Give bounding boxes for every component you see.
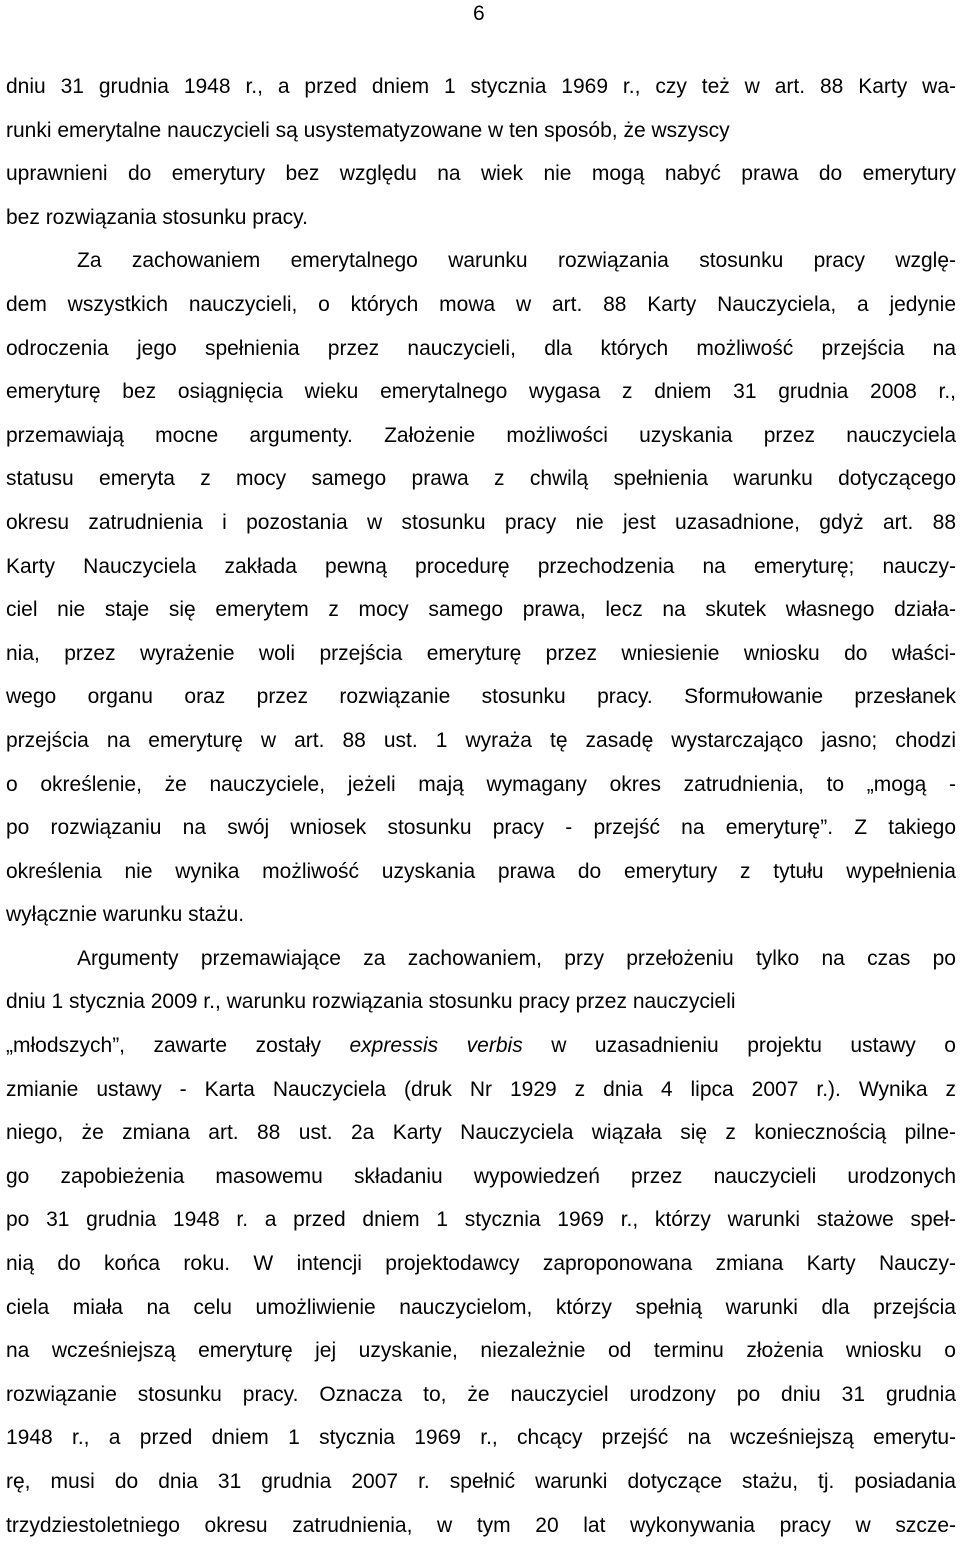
text-line: dniu 31 grudnia 1948 r., a przed dniem 1 stycznia 1969 r., czy też w art. 88 Karty wa- [6,75,956,98]
text-line: trzydziestoletniego okresu zatrudnienia, w tym 20 lat wykonywania pracy w szcze- [6,1513,956,1537]
text-line: go zapobieżenia masowemu składaniu wypowiedzeń przez nauczycieli urodzonych [6,1164,956,1188]
text-line: statusu emeryta z mocy samego prawa z chwilą spełnienia warunku dotyczącego [6,467,956,491]
document-body [6,65,956,1547]
text-line: na wcześniejszą emeryturę jej uzyskanie, niezależnie od terminu złożenia wniosku o [6,1339,956,1363]
text-line: uprawnieni do emerytury bez względu na wiek nie mogą nabyć prawa do emerytury [6,162,956,186]
text-line: o określenie, że nauczyciele, jeżeli mają wymagany okres zatrudnienia, to „mogą - [6,772,956,796]
text-line [6,1024,956,1068]
text-line: 1948 r., a przed dniem 1 stycznia 1969 r., chcący przejść na wcześniejszą emerytu- [6,1426,956,1450]
text-span: „młodszych”, zawarte zostały [6,1034,350,1058]
text-line: niego, że zmiana art. 88 ust. 2a Karty Nauczyciela wiązała się z koniecznością pilne- [6,1121,956,1145]
text-line: Karty Nauczyciela zakłada pewną procedurę przechodzenia na emeryturę; nauczy- [6,554,956,578]
text-line: ciela miała na celu umożliwienie nauczycielom, którzy spełnią warunki dla przejścia [6,1295,956,1319]
text-line: przejścia na emeryturę w art. 88 ust. 1 wyraża tę zasadę wystarczająco jasno; chodzi [6,728,956,752]
text-line: rę, musi do dnia 31 grudnia 2007 r. spełnić warunki dotyczące stażu, tj. posiadania [6,1470,956,1493]
text-line: określenia nie wynika możliwość uzyskania prawa do emerytury z tytułu wypełnienia [6,859,956,883]
text-line: dem wszystkich nauczycieli, o których mowa w art. 88 Karty Nauczyciela, a jedynie [6,292,956,316]
text-line: wego organu oraz przez rozwiązanie stosunku pracy. Sformułowanie przesłanek [6,685,956,709]
text-line: nią do końca roku. W intencji projektodawcy zaproponowana zmiana Karty Nauczy- [6,1252,956,1276]
text-line: wyłącznie warunku stażu. [6,903,245,927]
text-span: w uzasadnieniu projektu ustawy o [522,1034,956,1058]
text-line: ciel nie staje się emerytem z mocy samego prawa, lecz na skutek własnego działa- [6,598,956,622]
page-number: 6 [473,2,485,25]
text-line: Argumenty przemawiające za zachowaniem, przy przełożeniu tylko na czas po [77,946,956,970]
text-line: runki emerytalne nauczycieli są usystematyzowane w ten sposób, że wszyscy [6,118,730,142]
text-line: Za zachowaniem emerytalnego warunku rozwiązania stosunku pracy wzglę- [77,249,956,273]
text-line: rozwiązanie stosunku pracy. Oznacza to, że nauczyciel urodzony po dniu 31 grudnia [6,1382,956,1406]
text-line: nia, przez wyrażenie woli przejścia emeryturę przez wniesienie wniosku do właści- [6,641,956,665]
italic-phrase: expressis verbis [349,1034,523,1058]
text-line: po rozwiązaniu na swój wniosek stosunku pracy - przejść na emeryturę”. Z takiego [6,816,956,840]
text-line: odroczenia jego spełnienia przez nauczycieli, dla których możliwość przejścia na [6,336,956,360]
text-line: przemawiają mocne argumenty. Założenie możliwości uzyskania przez nauczyciela [6,423,956,447]
text-line: emeryturę bez osiągnięcia wieku emerytalnego wygasa z dniem 31 grudnia 2008 r., [6,380,956,404]
text-line: okresu zatrudnienia i pozostania w stosunku pracy nie jest uzasadnione, gdyż art. 88 [6,510,956,534]
text-line: dniu 1 stycznia 2009 r., warunku rozwiązania stosunku pracy przez nauczycieli [6,990,736,1014]
text-line: zmianie ustawy - Karta Nauczyciela (druk Nr 1929 z dnia 4 lipca 2007 r.). Wynika z [6,1077,956,1101]
text-line: po 31 grudnia 1948 r. a przed dniem 1 stycznia 1969 r., którzy warunki stażowe speł- [6,1208,956,1232]
text-line: bez rozwiązania stosunku pracy. [6,205,308,229]
